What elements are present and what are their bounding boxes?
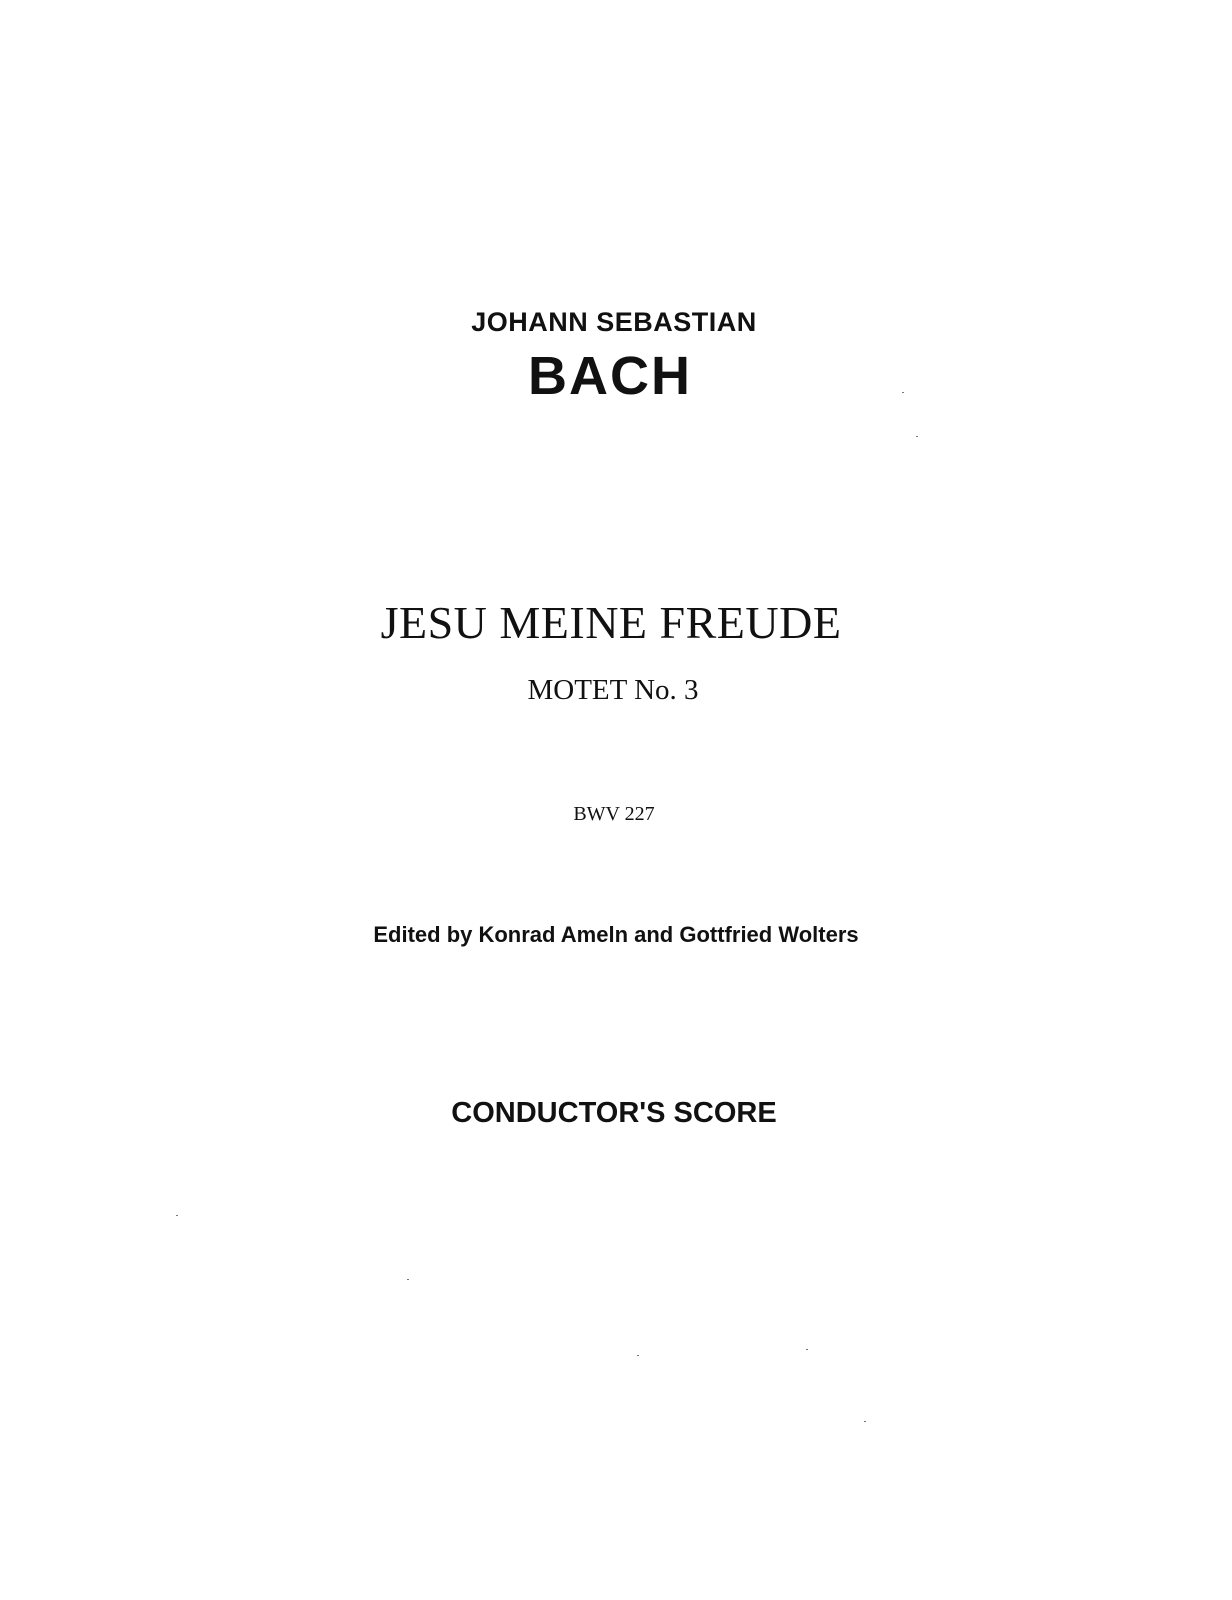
work-title: JESU MEINE FREUDE [380,597,842,648]
editors-credit: Edited by Konrad Ameln and Gottfried Wolters [373,922,859,947]
scan-speck [902,392,904,393]
scan-speck [176,1215,178,1216]
work-subtitle: MOTET No. 3 [527,674,699,706]
composer-last-name: BACH [528,346,692,406]
scan-speck [864,1421,866,1422]
scan-speck [806,1349,808,1350]
score-type-label: CONDUCTOR'S SCORE [451,1097,777,1129]
scan-speck [916,436,918,437]
composer-first-names: JOHANN SEBASTIAN [471,307,757,337]
catalog-number: BWV 227 [573,803,655,825]
scan-speck [637,1355,639,1356]
scan-speck [407,1279,409,1280]
